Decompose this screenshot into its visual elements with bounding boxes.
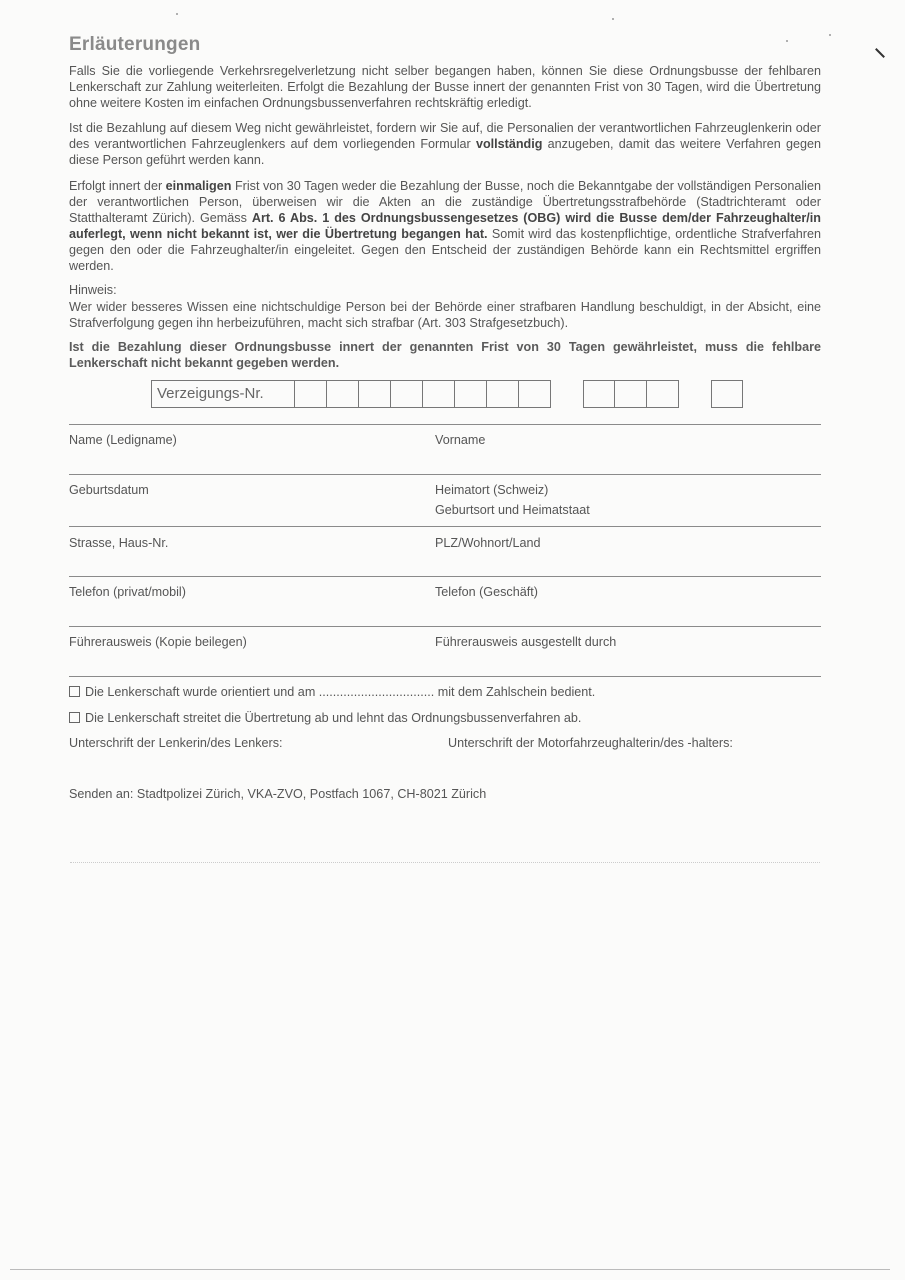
holder-signature-label: Unterschrift der Motorfahrzeughalterin/des -halters: <box>448 736 733 750</box>
phone-private-label: Telefon (privat/mobil) <box>69 585 186 599</box>
reference-digit-box[interactable] <box>455 380 487 408</box>
page-edge-line <box>10 1269 890 1270</box>
paragraph-personal-data-emphasis: vollständig <box>475 137 543 151</box>
postal-code-label: PLZ/Wohnort/Land <box>435 536 541 550</box>
reference-digit-box[interactable] <box>327 380 359 408</box>
paragraph-personal-data <box>69 120 821 168</box>
dust-speck <box>612 18 614 20</box>
first-name-label: Vorname <box>435 433 486 447</box>
oriented-checkbox[interactable] <box>69 686 80 697</box>
hint-text: Wer wider besseres Wissen eine nichtschuldige Person bei der Behörde einer strafbaren Handlung beschuldigt, in der Absicht, eine Strafverfolgung gegen ihn herbeizuführen, macht sich strafbar (Art. 303 Strafgesetzbuch). <box>69 300 821 330</box>
form-divider <box>69 424 821 425</box>
hint-label: Hinweis: <box>69 283 117 297</box>
send-to-address: Senden an: Stadtpolizei Zürich, VKA-ZVO, Postfach 1067, CH-8021 Zürich <box>69 787 487 801</box>
phone-business-label: Telefon (Geschäft) <box>435 585 538 599</box>
paragraph-forwarding: Falls Sie die vorliegende Verkehrsregelverletzung nicht selber begangen haben, können Sie diese Ordnungsbusse der fehlbaren Lenkerschaft zur Zahlung weiterleiten. Erfolgt die Bezahlung der Busse innert der genannten Frist von 30 Tagen, wird die Übertretung ohne weitere Kosten im einfachen Ordnungsbussenverfahren rechtskräftig erledigt. <box>69 64 821 110</box>
license-label: Führerausweis (Kopie beilegen) <box>69 635 247 649</box>
license-field-line[interactable] <box>69 676 821 677</box>
reference-digit-box[interactable] <box>391 380 423 408</box>
street-label: Strasse, Haus-Nr. <box>69 536 169 550</box>
disputes-checkbox[interactable] <box>69 712 80 723</box>
birthdate-label: Geburtsdatum <box>69 483 149 497</box>
scan-mark <box>875 48 885 58</box>
paragraph-personal-data-text: Ist die Bezahlung auf diesem Weg nicht gewährleistet, fordern wir Sie auf, die Personalien der verantwortlichen Fahrzeuglenkerin oder des verantwortlichen Fahrzeuglenkers auf dem vorliegenden Formular <box>69 121 821 151</box>
reference-digit-box[interactable] <box>359 380 391 408</box>
reference-digit-box[interactable] <box>711 380 743 408</box>
birthdate-field-line[interactable] <box>69 526 821 527</box>
dust-speck <box>176 13 178 15</box>
disputes-checkbox-label: Die Lenkerschaft streitet die Übertretung ab und lehnt das Ordnungsbussenverfahren ab. <box>85 711 582 725</box>
paragraph-deadline-text: Erfolgt innert der <box>69 179 166 193</box>
paragraph-deadline <box>69 178 821 274</box>
name-field-line[interactable] <box>69 474 821 475</box>
paragraph-deadline-emphasis: einmaligen <box>165 179 232 193</box>
reference-digit-box[interactable] <box>583 380 615 408</box>
paragraph-deadline-law: Art. 6 Abs. 1 des Ordnungsbussengesetzes (OBG) wird die Busse dem/der Fahrzeughalter/in auferlegt, wenn nicht bekannt ist, wer die Übertretung begangen hat. <box>69 211 821 241</box>
reference-digit-box[interactable] <box>647 380 679 408</box>
birthplace-label: Geburtsort und Heimatstaat <box>435 503 590 517</box>
reference-number-label: Verzeigungs-Nr. <box>151 380 295 408</box>
street-field-line[interactable] <box>69 576 821 577</box>
reference-digit-box[interactable] <box>487 380 519 408</box>
reference-digit-box[interactable] <box>423 380 455 408</box>
reference-digit-box[interactable] <box>519 380 551 408</box>
scan-artifact-line <box>70 862 820 863</box>
dust-speck <box>786 40 788 42</box>
oriented-checkbox-label: Die Lenkerschaft wurde orientiert und am ................................. mit dem Zahlschein bedient. <box>85 685 596 699</box>
reference-digit-box[interactable] <box>615 380 647 408</box>
driver-signature-label: Unterschrift der Lenkerin/des Lenkers: <box>69 736 283 750</box>
name-label: Name (Ledigname) <box>69 433 177 447</box>
page-title: Erläuterungen <box>69 34 201 55</box>
check-disputes-row <box>69 711 581 725</box>
home-town-label: Heimatort (Schweiz) <box>435 483 549 497</box>
dust-speck <box>829 34 831 36</box>
license-issuer-label: Führerausweis ausgestellt durch <box>435 635 617 649</box>
paragraph-personal-data-text-end: anzugeben, damit das weitere Verfahren gegen diese Person geführt werden kann. <box>69 137 821 167</box>
reference-digit-box[interactable] <box>295 380 327 408</box>
payment-note: Ist die Bezahlung dieser Ordnungsbusse innert der genannten Frist von 30 Tagen gewährleistet, muss die fehlbare Lenkerschaft nicht bekannt gegeben werden. <box>69 340 821 370</box>
check-oriented-row <box>69 685 595 699</box>
paragraph-deadline-text-mid: Frist von 30 Tagen weder die Bezahlung der Busse, noch die Bekanntgabe der vollständigen Personalien der verantwortlichen Person, überweisen wir die Akten an die zuständige Übertretungsstrafbehörde (Stadtrichteramt oder Statthalteramt Zürich). Gemäss <box>69 179 821 225</box>
phone-field-line[interactable] <box>69 626 821 627</box>
paragraph-deadline-text-end: Somit wird das kostenpflichtige, ordentliche Strafverfahren gegen den oder die Fahrzeughalter/in eingeleitet. Gegen den Entscheid der zuständigen Behörde kann ein Rechtsmittel ergriffen werden. <box>69 227 821 273</box>
